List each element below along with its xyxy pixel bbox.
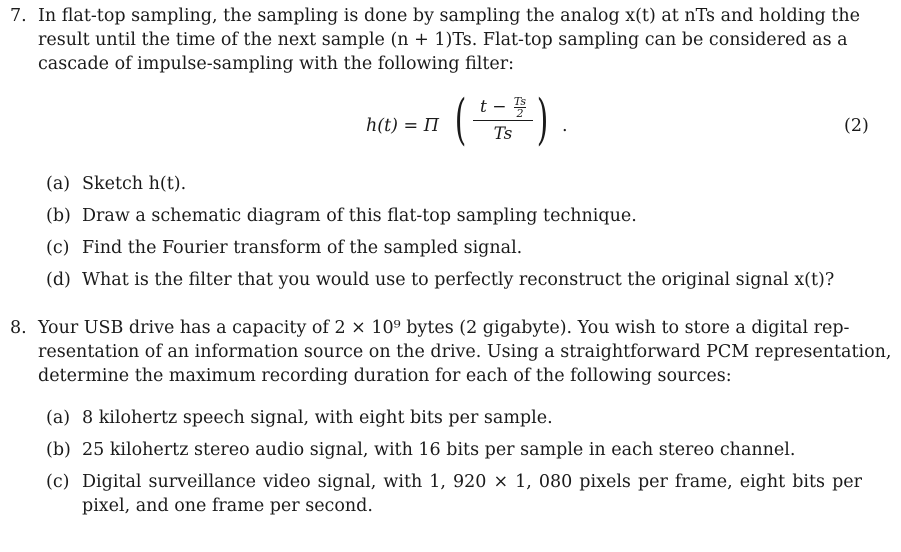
item-text: Find the Fourier transform of the sampled signal. <box>82 238 523 258</box>
problem-7-statement <box>38 4 870 76</box>
list-item <box>46 172 876 204</box>
problem-8-statement <box>38 316 892 388</box>
item-label: (c) <box>46 238 70 258</box>
problem-7-items <box>46 172 876 300</box>
list-item <box>46 406 876 438</box>
problem-8 <box>10 316 892 388</box>
problem-8-line-3: determine the maximum recording duration for each of the following sources: <box>38 366 732 386</box>
problem-7-number: 7. <box>10 6 27 26</box>
equation-period: . <box>562 116 568 136</box>
item-text: What is the filter that you would use to perfectly reconstruct the original signal x(t)? <box>82 270 835 290</box>
item-text: Draw a schematic diagram of this flat-top sampling technique. <box>82 206 637 226</box>
list-item <box>46 470 876 526</box>
equation-numerator <box>471 94 535 120</box>
problem-7-line-1: In flat-top sampling, the sampling is done by sampling the analog x(t) at nTs and holding the <box>38 6 860 26</box>
list-item <box>46 236 876 268</box>
half-period-numerator: Ts <box>513 95 527 108</box>
problem-7 <box>10 4 870 76</box>
item-text: Digital surveillance video signal, with 1, 920 × 1, 080 pixels per frame, eight bits per pixel, and one frame per second. <box>82 472 862 516</box>
item-label: (b) <box>46 206 71 226</box>
numerator-text: t − <box>479 97 507 117</box>
item-label: (c) <box>46 472 70 492</box>
problem-8-items <box>46 406 876 526</box>
equation-number: (2) <box>844 116 869 136</box>
equation-fraction <box>471 94 535 147</box>
problem-7-line-3: cascade of impulse-sampling with the following filter: <box>38 54 515 74</box>
item-label: (a) <box>46 408 71 428</box>
problem-8-line-1: Your USB drive has a capacity of 2 × 10⁹ bytes (2 gigabyte). You wish to store a digital rep- <box>38 318 850 338</box>
list-item <box>46 438 876 470</box>
item-label: (d) <box>46 270 71 290</box>
problem-7-line-2: result until the time of the next sample (n + 1)Ts. Flat-top sampling can be considered as a <box>38 30 848 50</box>
list-item <box>46 268 876 300</box>
list-item <box>46 204 876 236</box>
item-label: (a) <box>46 174 71 194</box>
half-period-denominator: 2 <box>516 107 524 120</box>
item-text: Sketch h(t). <box>82 174 187 194</box>
right-paren: ) <box>536 88 549 151</box>
filter-equation <box>366 90 566 156</box>
half-period-fraction <box>514 96 526 119</box>
left-paren: ( <box>454 88 467 151</box>
equation-lhs: h(t) = Π <box>366 116 440 136</box>
problem-8-line-2: resentation of an information source on the drive. Using a straightforward PCM representation, <box>38 342 892 362</box>
problem-8-number: 8. <box>10 318 27 338</box>
item-label: (b) <box>46 440 71 460</box>
equation-denominator: Ts <box>493 124 513 144</box>
item-text: 8 kilohertz speech signal, with eight bits per sample. <box>82 408 553 428</box>
item-text: 25 kilohertz stereo audio signal, with 16 bits per sample in each stereo channel. <box>82 440 796 460</box>
